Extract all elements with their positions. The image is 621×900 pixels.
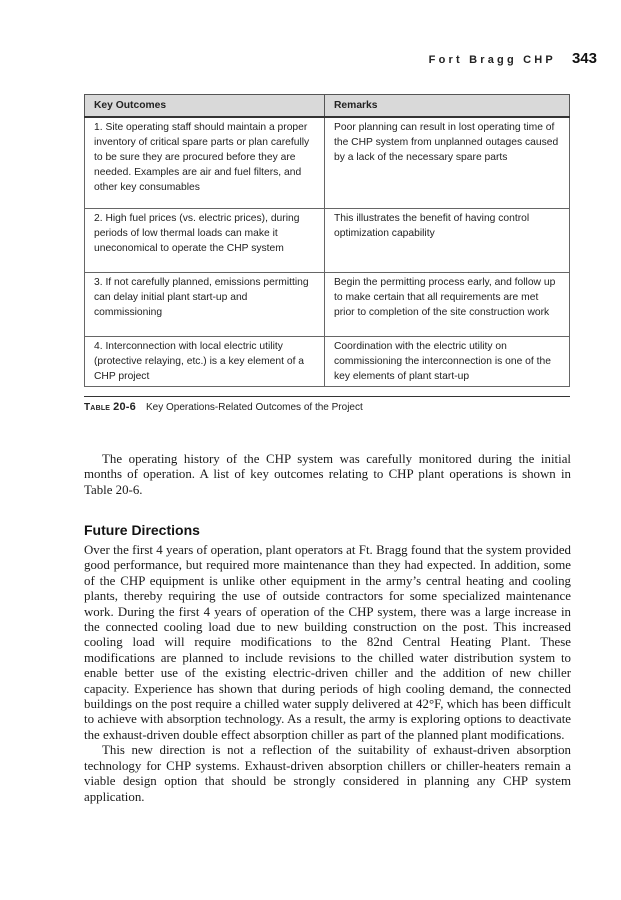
section-body (84, 543, 571, 805)
caption-rule (84, 396, 570, 397)
table-row (85, 117, 570, 208)
table-cell: 1. Site operating staff should maintain a proper inventory of critical spare parts or plan carefully to be sure they are procured before they are needed. Examples are air and fuel filters, and other key consumables (85, 117, 325, 208)
body-paragraph: Over the first 4 years of operation, plant operators at Ft. Bragg found that the system provided good performance, but required more maintenance than they had expected. In addition, some of the CHP equipment is unlike other equipment in the army’s central heating and cooling plants, thereby requiring the use of outside contractors for some specialized maintenance work. During the first 4 years of operation of the CHP system, there was a large increase in the connected cooling load due to new building construction on the post. This increased cooling load will require modifications to the 82nd Central Heating Plant. These modifications are planned to include revisions to the chilled water distribution system to enable better use of the existing electric-driven chiller and the addition of new chiller capacity. Experience has shown that during periods of high cooling demand, the connected buildings on the post require a chilled water supply delivered at 42°F, which has been difficult to achieve with absorption technology. As a result, the army is exploring options to deactivate the exhaust-driven double effect absorption chiller as part of the planned plant modifications. (84, 543, 571, 742)
running-head (429, 50, 597, 67)
table-cell: This illustrates the benefit of having control optimization capability (325, 208, 570, 272)
table-cell: 3. If not carefully planned, emissions permitting can delay initial plant start-up and commissioning (85, 272, 325, 336)
intro-paragraph: The operating history of the CHP system was carefully monitored during the initial months of operation. A list of key outcomes relating to CHP plant operations is shown in Table 20-6. (84, 452, 571, 497)
table-cell: 4. Interconnection with local electric utility (protective relaying, etc.) is a key element of a CHP project (85, 336, 325, 386)
body-paragraph: This new direction is not a reflection of the suitability of exhaust-driven absorption technology for CHP systems. Exhaust-driven absorption chillers or chiller-heaters remain a viable design option that should be strongly considered in planning any CHP system application. (84, 743, 571, 804)
running-title: Fort Bragg CHP (428, 54, 556, 66)
table-row (85, 336, 570, 386)
caption-number: 20-6 (113, 401, 136, 413)
table-caption (84, 401, 363, 413)
caption-label-word: Table (84, 402, 111, 413)
page-number: 343 (571, 50, 597, 67)
table-cell: Begin the permitting process early, and follow up to make certain that all requirements are met prior to completion of the site construction work (325, 272, 570, 336)
table-cell: Poor planning can result in lost operating time of the CHP system from unplanned outages caused by a lack of the necessary spare parts (325, 117, 570, 208)
column-header-remarks: Remarks (325, 95, 570, 118)
table-cell: 2. High fuel prices (vs. electric prices), during periods of low thermal loads can make it uneconomical to operate the CHP system (85, 208, 325, 272)
table-cell: Coordination with the electric utility on commissioning the interconnection is one of the key elements of plant start-up (325, 336, 570, 386)
section-heading: Future Directions (84, 522, 200, 538)
table-row (85, 208, 570, 272)
caption-label (84, 402, 136, 413)
caption-text: Key Operations-Related Outcomes of the Project (145, 402, 363, 413)
intro-paragraph-block (84, 452, 571, 498)
table-header-row (85, 95, 570, 118)
table-row (85, 272, 570, 336)
column-header-key-outcomes: Key Outcomes (85, 95, 325, 118)
outcomes-table (84, 94, 570, 387)
